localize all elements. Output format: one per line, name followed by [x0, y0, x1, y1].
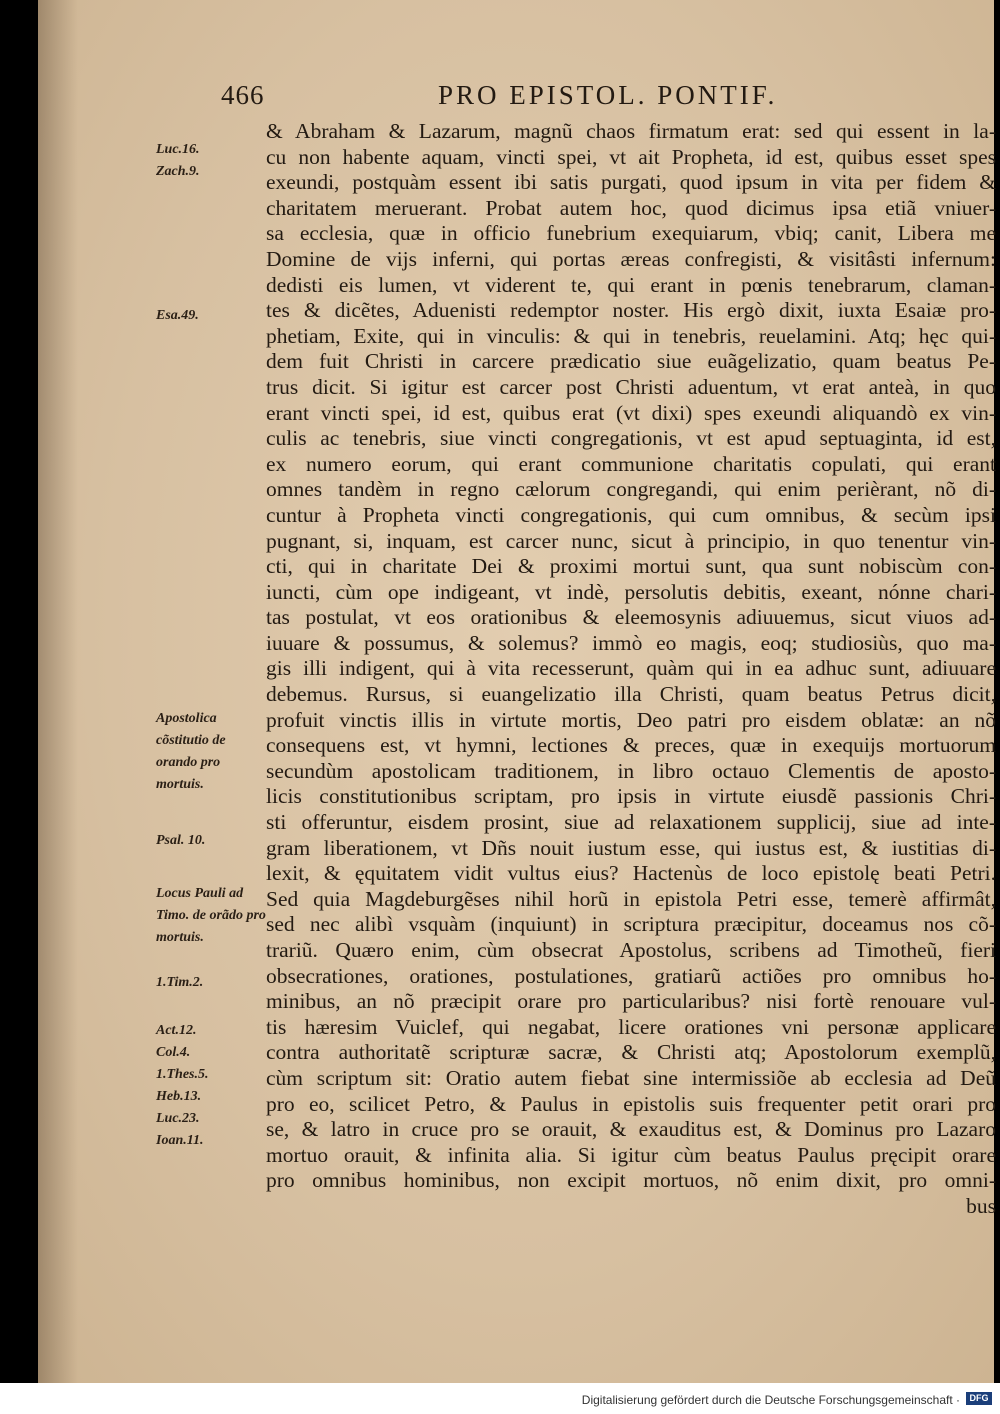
text-line: secundùm apostolicam traditionem, in libro octauo Clementis de aposto-	[266, 758, 996, 783]
text-line: debemus. Rursus, si euangelizatio illa Christi, quam beatus Petrus dicit,	[266, 682, 996, 707]
text-line: cuntur à Propheta vincti congregationis, qui cum omnibus, & secùm ipsi	[266, 502, 996, 527]
text-line: tis hæresim Vuiclef, qui negabat, licere orationes vni personæ applicare	[266, 1014, 996, 1039]
text-line: pugnant, si, inquam, est carcer nunc, sicut à principio, in quo tenentur vin-	[266, 528, 996, 553]
text-line: lexit, & ęquitatem vidit vultus eius? Hactenùs de loco epistolę beati Petri.	[266, 861, 996, 886]
text-line: phetiam, Exite, qui in vinculis: & qui in tenebris, reuelamini. Atq; hęc qui-	[266, 323, 996, 348]
text-line: obsecrationes, orationes, postulationes, gratiarũ actiões pro omnibus ho-	[266, 963, 996, 988]
margin-note-luc-zach: Luc.16. Zach.9.	[156, 142, 200, 179]
text-line: sa ecclesia, quæ in officio funebrium exequiarum, vbiq; canit, Libera me	[266, 221, 996, 246]
text-line: contra authoritatẽ scripturæ sacræ, & Christi atq; Apostolorum exemplũ,	[266, 1040, 996, 1065]
text-line: consequens est, vt hymni, lectiones & preces, quæ in exequijs mortuorum	[266, 733, 996, 758]
margin-note-references: Act.12. Col.4. 1.Thes.5. Heb.13. Luc.23. Ioan.11.	[156, 1023, 209, 1148]
text-line: iuuare & possumus, & solemus? immò eo magis, eoq; studiosiùs, quo ma-	[266, 630, 996, 655]
text-line: charitatem meruerant. Probat autem hoc, quod dicimus ipsa etiã vniuer-	[266, 195, 996, 220]
text-line: licis constitutionibus scriptam, pro ipsis in virtute eiusdẽ passionis Chri-	[266, 784, 996, 809]
text-line: sed nec alibì vsquàm (inquiunt) in scriptura præcipitur, doceamus nos cõ-	[266, 912, 996, 937]
text-line: ex numero eorum, qui erant communione charitatis copulati, qui erant	[266, 451, 996, 476]
page-header	[38, 80, 994, 116]
running-title: PRO EPISTOL. PONTIF.	[438, 80, 778, 110]
text-line: Sed quia Magdeburgẽses nihil horũ in epistola Petri esse, temerè affirmât,	[266, 886, 996, 911]
text-line: & Abraham & Lazarum, magnũ chaos firmatum erat: sed qui essent in la-	[266, 119, 996, 143]
text-line: mortuo orauit, & infinita alia. Si igitur cùm beatus Paulus pręcipit orare	[266, 1142, 996, 1167]
text-line: tes & dicẽtes, Aduenisti redemptor noster. His ergò dixit, iuxta Esaiæ pro-	[266, 298, 996, 323]
text-line: profuit vinctis illis in virtute mortis, Deo patri pro eisdem oblatæ: an nõ	[266, 707, 996, 732]
text-line: sti offeruntur, eisdem prosint, siue ad relaxationem supplicij, siue ad inte-	[266, 810, 996, 835]
text-line: gis illi indigent, qui à vita recesserunt, quàm qui in ea adhuc sunt, adiuuare	[266, 656, 996, 681]
text-line: minibus, an nõ præcipit orare pro particularibus? nisi fortè renouare vul-	[266, 989, 996, 1014]
text-line: se, & latro in cruce pro se orauit, & exauditus est, & Dominus pro Lazaro	[266, 1117, 996, 1142]
text-line: dedisti eis lumen, vt viderent te, qui erant in pœnis tenebrarum, claman-	[266, 272, 996, 297]
text-line: bus	[966, 1193, 996, 1218]
text-line: culis ac tenebris, siue vincti congregationis, vt est apud septuaginta, id est,	[266, 426, 996, 451]
text-line: tas postulat, vt eos orationibus & eleemosynis adiuuemus, sicut viuos ad-	[266, 605, 996, 630]
body-text	[266, 119, 996, 1220]
dfg-logo: DFG	[966, 1392, 992, 1405]
margin-note-psal: Psal. 10.	[156, 833, 206, 848]
text-line: trus dicit. Si igitur est carcer post Christi aduentum, vt erat anteà, in quo	[266, 374, 996, 399]
gutter-shadow	[38, 0, 78, 1383]
text-line: omnes tandèm in regno cælorum congregandi, qui enim perièrant, nõ di-	[266, 477, 996, 502]
footer-bar	[0, 1383, 1000, 1414]
text-line: gram liberationem, vt Dñs nouit iustum esse, qui iustus est, & iustitias di-	[266, 835, 996, 860]
text-line: cti, qui in charitate Dei & proximi mortui sunt, qua sunt nobiscùm con-	[266, 554, 996, 579]
book-page	[38, 0, 994, 1383]
text-line: cùm scriptum sit: Oratio autem fiebat sine intermissiõe ab ecclesia ad Deũ	[266, 1065, 996, 1090]
text-line: erant vincti spei, id est, quibus erat (vt dixi) spes exeundi aliquandò ex vin-	[266, 400, 996, 425]
page-number: 466	[221, 80, 265, 110]
text-line: pro eo, scilicet Petro, & Paulus in epistolis suis frequenter petit orari pro	[266, 1091, 996, 1116]
margin-note-locus-pauli: Locus Pauli ad Timo. de orãdo pro mortuis.	[156, 886, 266, 945]
text-line: dem fuit Christi in carcere prædicatio siue euãgelizatio, quam beatus Pe-	[266, 349, 996, 374]
text-line: iuncti, cùm ope indigeant, vt indè, persolutis debitis, exeant, nónne chari-	[266, 579, 996, 604]
text-line: cu non habente aquam, vincti spei, vt ait Propheta, id est, quibus esset spes	[266, 144, 996, 169]
text-line: exeundi, postquàm essent ibi satis purgati, quod ipsum in vita per fidem &	[266, 170, 996, 195]
text-line: Domine de vijs inferni, qui portas æreas confregisti, & visitâsti infernum:	[266, 246, 996, 271]
text-line: pro omnibus hominibus, non excipit mortuos, nõ enim dixit, pro omni-	[266, 1168, 996, 1193]
margin-note-esa: Esa.49.	[156, 308, 199, 323]
margin-note-tim: 1.Tim.2.	[156, 975, 204, 990]
digitization-credit: Digitalisierung gefördert durch die Deutsche Forschungsgemeinschaft ·	[581, 1393, 960, 1407]
margin-note-apostolica: Apostolica cõstitutio de orando pro mortuis.	[156, 711, 226, 792]
text-line: trariũ. Quæro enim, cùm obsecrat Apostolus, scribens ad Timotheũ, fieri	[266, 938, 996, 962]
